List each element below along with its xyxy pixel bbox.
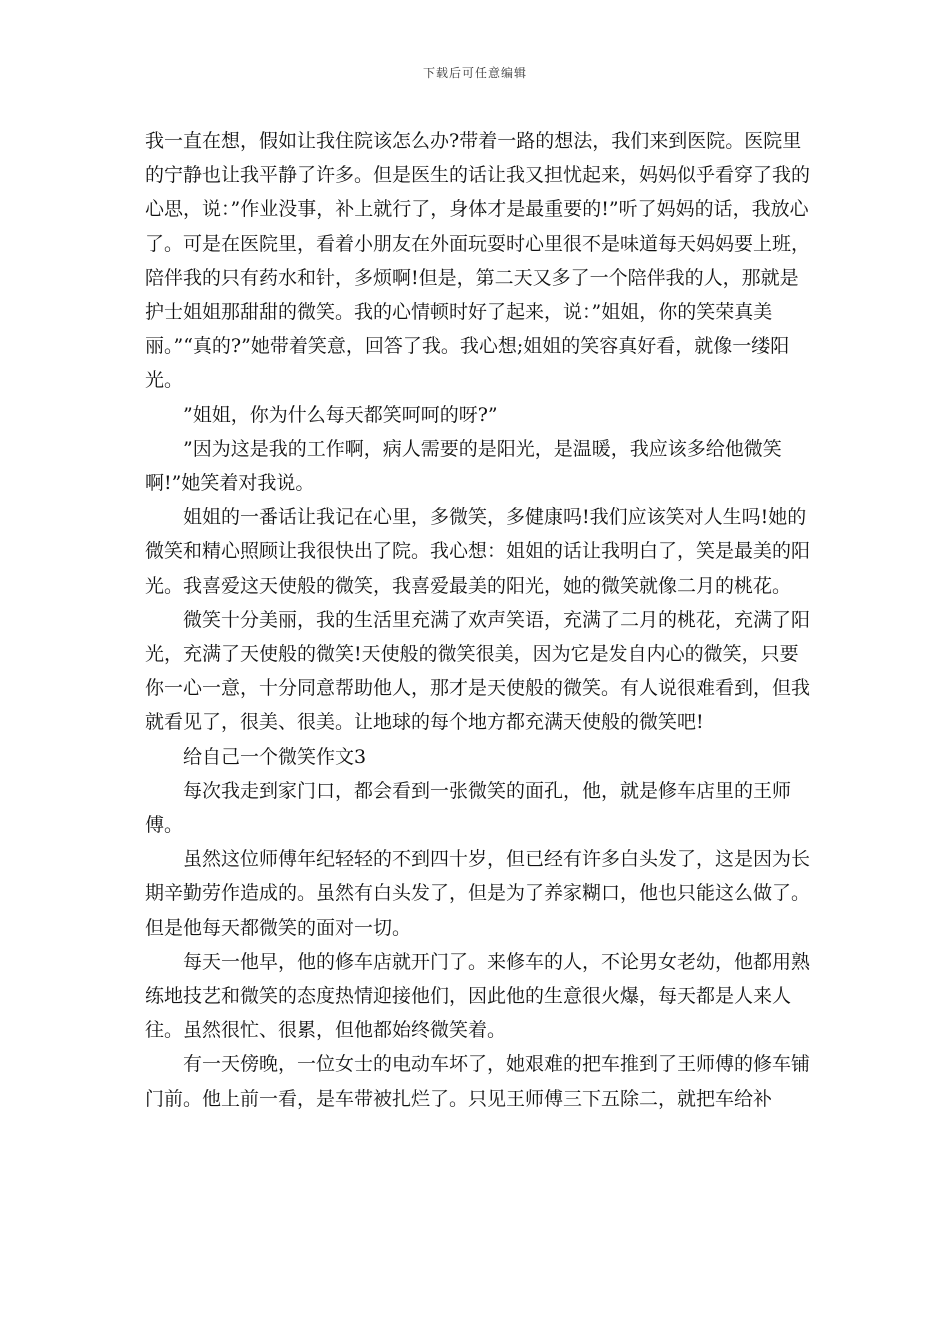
paragraph: 微笑十分美丽，我的生活里充满了欢声笑语，充满了二月的桃花，充满了阳光，充满了天使般的微笑!天使般的微笑很美，因为它是发自内心的微笑，只要你一心一意，十分同意帮助他人，那才是天使般的微笑。有人说很难看到，但我就看见了，很美、很美。让地球的每个地方都充满天使般的微笑吧! [145, 608, 811, 734]
paragraph: ”因为这是我的工作啊，病人需要的是阳光，是温暖，我应该多给他微笑啊!”她笑着对我说。 [145, 437, 782, 495]
header-note: 下载后可任意编辑 [422, 66, 527, 80]
paragraph: ”姐姐，你为什么每天都笑呵呵的呀?” [183, 403, 498, 426]
paragraph: 我一直在想，假如让我住院该怎么办?带着一路的想法，我们来到医院。医院里的宁静也让我平静了许多。但是医生的话让我又担忧起来，妈妈似乎看穿了我的心思，说：”作业没事，补上就行了，身体才是最重要的!”听了妈妈的话，我放心了。可是在医院里，看着小朋友在外面玩耍时心里很不是味道每天妈妈要上班，陪伴我的只有药水和针，多烦啊!但是，第二天又多了一个陪伴我的人，那就是护士姐姐那甜甜的微笑。我的心情顿时好了起来，说：”姐姐，你的笑荣真美丽。”“真的?”她带着笑意，回答了我。我心想;姐姐的笑容真好看，就像一缕阳光。 [145, 130, 811, 392]
document-body [145, 124, 817, 1116]
section-heading: 给自己一个微笑作文3 [183, 745, 367, 768]
paragraph: 每次我走到家门口，都会看到一张微笑的面孔，他，就是修车店里的王师傅。 [145, 779, 792, 837]
paragraph: 虽然这位师傅年纪轻轻的不到四十岁，但已经有许多白头发了，这是因为长期辛勤劳作造成的。虽然有白头发了，但是为了养家糊口，他也只能这么做了。但是他每天都微笑的面对一切。 [145, 848, 811, 939]
paragraph: 姐姐的一番话让我记在心里，多微笑，多健康吗!我们应该笑对人生吗!她的微笑和精心照顾让我很快出了院。我心想：姐姐的话让我明白了，笑是最美的阳光。我喜爱这天使般的微笑，我喜爱最美的阳光，她的微笑就像二月的桃花。 [145, 506, 811, 597]
paragraph: 每天一他早，他的修车店就开门了。来修车的人，不论男女老幼，他都用熟练地技艺和微笑的态度热情迎接他们，因此他的生意很火爆，每天都是人来人往。虽然很忙、很累，但他都始终微笑着。 [145, 950, 811, 1042]
paragraph: 有一天傍晚，一位女士的电动车坏了，她艰难的把车推到了王师傅的修车铺门前。他上前一看，是车带被扎烂了。只见王师傅三下五除二，就把车给补 [145, 1053, 811, 1110]
